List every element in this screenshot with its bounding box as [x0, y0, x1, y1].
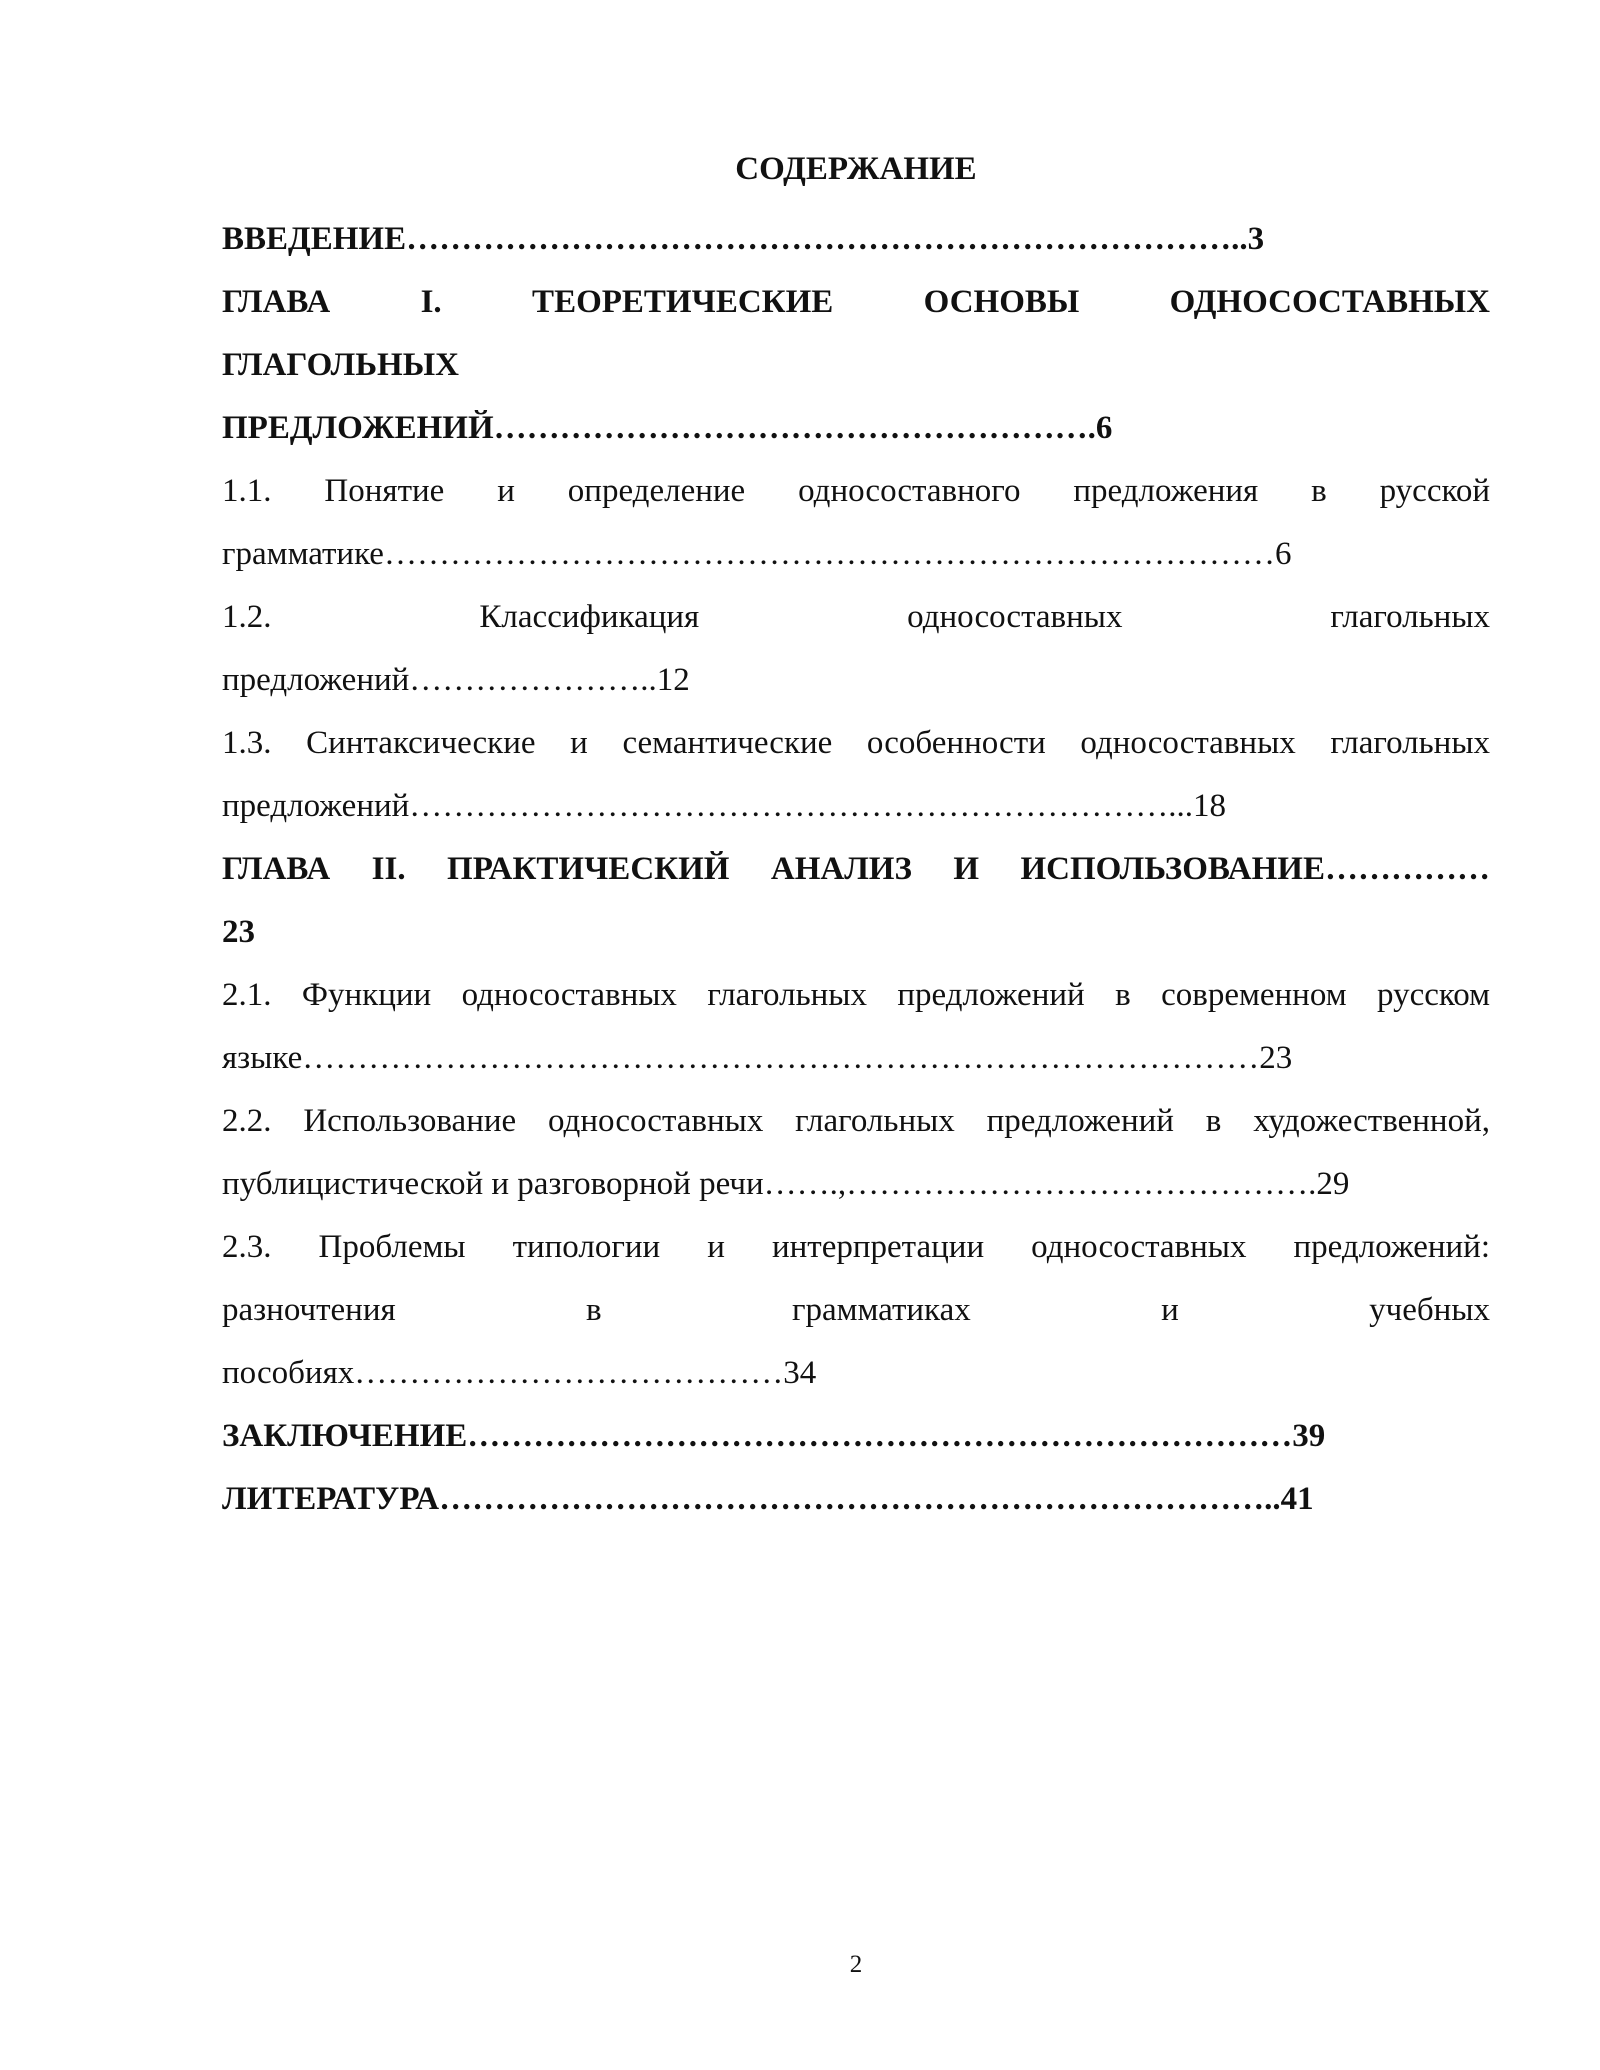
toc-line: ВВЕДЕНИЕ…………………………………………………………………..3	[222, 221, 1265, 257]
toc-line: 2.3. Проблемы типологии и интерпретации односоставных предложений:	[222, 1229, 1490, 1265]
toc-line: 2.1. Функции односоставных глагольных предложений в современном русском	[222, 977, 1490, 1013]
table-of-contents	[222, 208, 1490, 1531]
toc-line: ГЛАВА II. ПРАКТИЧЕСКИЙ АНАЛИЗ И ИСПОЛЬЗОВАНИЕ……………	[222, 851, 1490, 887]
toc-line: 23	[222, 914, 255, 950]
toc-line: ГЛАГОЛЬНЫХ	[222, 347, 459, 383]
toc-entry-introduction	[222, 208, 1490, 271]
toc-entry-section-1-1	[222, 460, 1490, 586]
toc-line: ПРЕДЛОЖЕНИЙ……………………………………………….6	[222, 410, 1113, 446]
toc-entry-chapter-1	[222, 271, 1490, 460]
toc-entry-literature	[222, 1468, 1490, 1531]
toc-line: грамматике………………………………………………………………………6	[222, 536, 1292, 572]
page-number: 2	[849, 1951, 863, 1978]
toc-entry-section-2-2	[222, 1090, 1490, 1216]
toc-line: предложений……………………………………………………………...18	[222, 788, 1227, 824]
page-title: СОДЕРЖАНИЕ	[735, 151, 977, 187]
toc-entry-conclusion	[222, 1405, 1490, 1468]
toc-line: разночтения в грамматиках и учебных	[222, 1292, 1490, 1328]
toc-entry-section-2-3	[222, 1216, 1490, 1405]
toc-line: 1.3. Синтаксические и семантические особенности односоставных глагольных	[222, 725, 1490, 761]
toc-line: публицистической и разговорной речи…….,…………………………………….29	[222, 1166, 1350, 1202]
toc-entry-section-1-3	[222, 712, 1490, 838]
toc-entry-chapter-2	[222, 838, 1490, 964]
toc-line: 2.2. Использование односоставных глагольных предложений в художественной,	[222, 1103, 1490, 1139]
toc-line: 1.1. Понятие и определение односоставного предложения в русской	[222, 473, 1490, 509]
toc-line: языке……………………………………………………………………………23	[222, 1040, 1293, 1076]
toc-line: ЛИТЕРАТУРА…………………………………………………………………..41	[222, 1481, 1314, 1517]
toc-line: предложений…………………..12	[222, 662, 690, 698]
toc-line: ЗАКЛЮЧЕНИЕ…………………………………………………………………39	[222, 1418, 1326, 1454]
toc-line: ГЛАВА I. ТЕОРЕТИЧЕСКИЕ ОСНОВЫ ОДНОСОСТАВНЫХ	[222, 284, 1490, 320]
toc-entry-section-1-2	[222, 586, 1490, 712]
toc-line: пособиях…………………………………34	[222, 1355, 817, 1391]
toc-entry-section-2-1	[222, 964, 1490, 1090]
toc-line: 1.2. Классификация односоставных глагольных	[222, 599, 1490, 635]
